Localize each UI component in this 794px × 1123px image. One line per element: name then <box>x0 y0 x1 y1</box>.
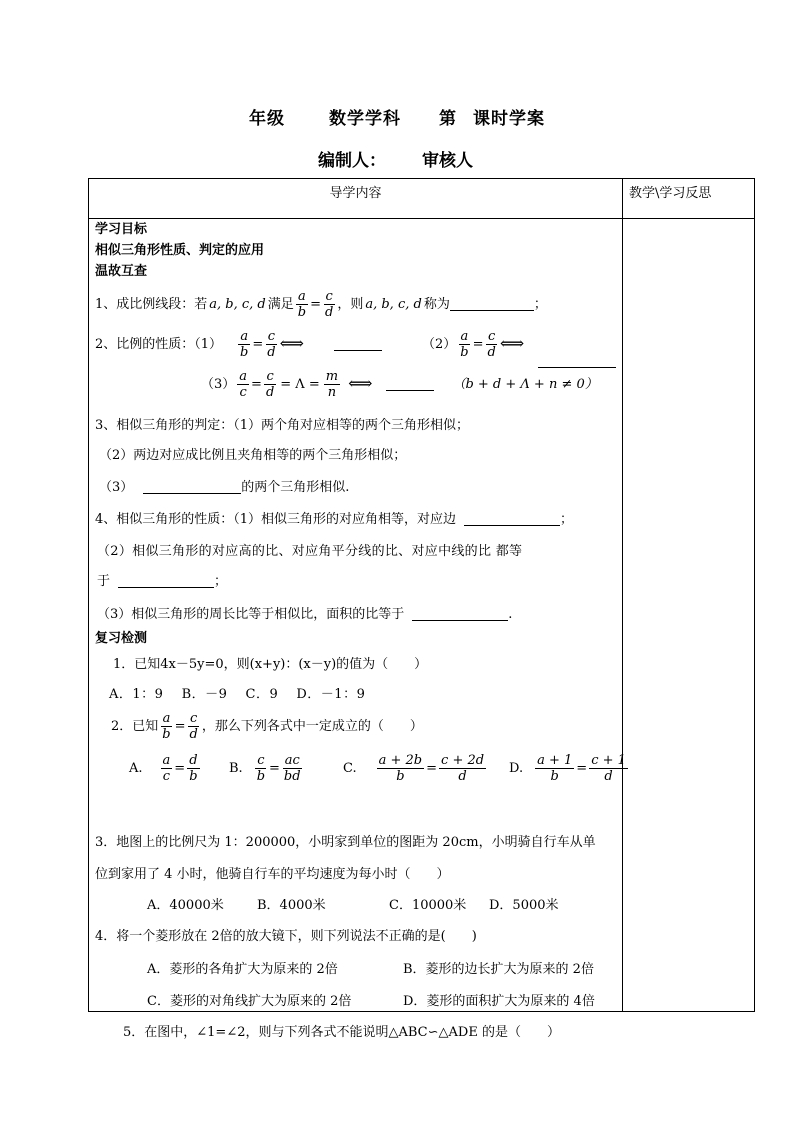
q4-line2: （2）相似三角形的对应高的比、对应角平分线的比、对应中线的比 都等 <box>97 544 523 559</box>
editor-label: 编制人： <box>318 151 386 171</box>
q3-line2: （2）两边对应成比例且夹角相等的两个三角形相似； <box>99 448 407 463</box>
r1-options: A．1：9 B．－9 C．9 D．－1：9 <box>109 687 366 702</box>
q4-line1: 4、相似三角形的性质：（1）相似三角形的对应角相等，对应边 ； <box>95 512 574 527</box>
q3-line1: 3、相似三角形的判定：（1）两个角对应相等的两个三角形相似； <box>95 418 470 433</box>
heading-goals: 学习目标 <box>95 222 148 237</box>
col-header-main: 导学内容 <box>89 179 623 219</box>
page-subtitle <box>318 146 473 171</box>
heading-review: 温故互查 <box>95 264 148 279</box>
blank-q4-2[interactable] <box>118 575 214 588</box>
iff-icon-3: ⟺ <box>348 374 373 394</box>
frac-c-d: $\frac{c}{d}$ <box>325 289 334 320</box>
blank-q4-1[interactable] <box>464 513 560 526</box>
r2-option-b: B. $\frac{c}{b}$ = $\frac{ac}{bd}$ <box>229 753 301 784</box>
r3-line1: 3．地图上的比例尺为 1：200000，小明家到单位的图距为 20cm，小明骑自行车从单 <box>95 835 596 850</box>
lesson-table <box>88 178 755 1040</box>
q4-line4: （3）相似三角形的周长比等于相似比，面积的比等于 . <box>97 607 513 622</box>
reflection-cell <box>623 219 755 1012</box>
q1-line: 1、成比例线段：若 a, b, c, d 满足 $\frac{a}{b}$ = $\frac{c}{d}$ ，则 a, b, c, d 称为 ； <box>95 289 547 320</box>
r4-option-b: B．菱形的边长扩大为原来的 2倍 <box>403 962 594 977</box>
title-subject: 数学学科 <box>329 109 401 129</box>
r5-question: 5．在图中，∠1=∠2，则与下列各式不能说明△ABC∽△ADE 的是（ ） <box>123 1025 560 1040</box>
r3-option-a: A．40000米 <box>147 898 224 913</box>
r1-question: 1．已知4x－5y=0，则(x+y)：(x－y)的值为（ ） <box>113 657 428 672</box>
heading-check: 复习检测 <box>95 631 148 646</box>
q2-line1: 2、比例的性质：（1） $\frac{a}{b}$ = $\frac{c}{d}$ ⟺ （2） $\frac{a}{b}$ = $\frac{c}{d}$ ⟺ <box>95 329 525 360</box>
iff-icon-2: ⟺ <box>499 334 525 354</box>
r3-option-c: C．10000米 <box>389 898 467 913</box>
r4-option-d: D．菱形的面积扩大为原来的 4倍 <box>403 994 595 1009</box>
q3-line3: （3） 的两个三角形相似. <box>99 480 350 495</box>
blank-q2-3[interactable] <box>386 378 434 391</box>
r3-option-b: B．4000米 <box>257 898 326 913</box>
r3-line2: 位到家用了 4 小时，他骑自行车的平均速度为每小时（ ） <box>95 867 450 882</box>
heading-topic: 相似三角形性质、判定的应用 <box>95 243 265 258</box>
blank-q3[interactable] <box>143 481 241 494</box>
r4-question: 4．将一个菱形放在 2倍的放大镜下，则下列说法不正确的是( ) <box>95 929 477 944</box>
page-title <box>0 104 794 129</box>
iff-icon-1: ⟺ <box>279 334 304 354</box>
r3-option-d: D．5000米 <box>489 898 559 913</box>
reviewer-label: 审核人 <box>422 151 473 171</box>
title-period-a: 第 <box>439 109 457 129</box>
r4-option-a: A．菱形的各角扩大为原来的 2倍 <box>147 962 338 977</box>
blank-q1[interactable] <box>450 298 534 311</box>
r2-option-d: D. $\frac{a + 1}{b}$ = $\frac{c + 1}{d}$ <box>509 753 626 784</box>
blank-q2-1[interactable] <box>334 338 382 351</box>
r2-question: 2．已知 $\frac{a}{b}$ = $\frac{c}{d}$ ，那么下列各式中一定成立的（ ） <box>111 711 423 742</box>
frac-a-b: $\frac{a}{b}$ <box>297 289 307 320</box>
col-header-side: 教学\学习反思 <box>623 179 755 219</box>
r4-option-c: C．菱形的对角线扩大为原来的 2倍 <box>147 994 352 1009</box>
blank-q2-2[interactable] <box>538 355 616 368</box>
q2-line2: （3） $\frac{a}{c}$ = $\frac{c}{d}$ = Λ = $\frac{m}{n}$ ⟺ （b + d + Λ + n ≠ 0） <box>201 369 598 400</box>
blank-q4-3[interactable] <box>412 608 508 621</box>
r2-option-a: A. $\frac{a}{c}$ = $\frac{d}{b}$ <box>129 753 198 784</box>
content-cell <box>89 219 626 1040</box>
title-period-b: 课时学案 <box>473 109 545 129</box>
title-grade: 年级 <box>249 109 285 129</box>
q4-line3: 于 ； <box>97 574 228 589</box>
r2-option-c: C. $\frac{a + 2b}{b}$ = $\frac{c + 2d}{d}$ <box>343 753 485 784</box>
